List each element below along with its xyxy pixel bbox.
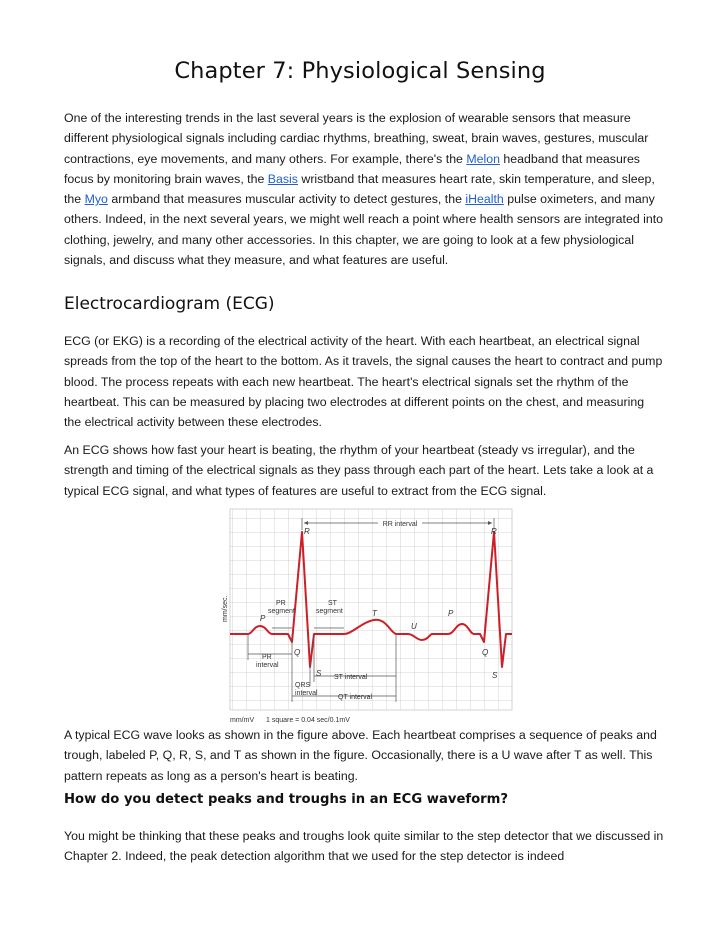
intro-text-5: pulse oximeters, and many others. Indeed, in the next several years, we might well reach a point where health sensors are integrated into clothing, jewelry, and many other accessories. In this chapter, we are going to look at a few physiological signals, and discuss what they measure, and what features are useful. xyxy=(64,192,664,268)
basis-link[interactable]: Basis xyxy=(267,171,298,186)
pr-segment-label-2: segment xyxy=(268,608,295,615)
pr-interval-label: PR xyxy=(262,654,272,661)
st-segment-label: ST xyxy=(328,600,337,607)
melon-link[interactable]: Melon xyxy=(466,151,500,166)
u-wave-label: U xyxy=(411,622,417,631)
q-wave-label-2: Q xyxy=(482,648,489,657)
qrs-interval-label-2: interval xyxy=(295,690,318,697)
chapter-title: Chapter 7: Physiological Sensing xyxy=(174,58,546,84)
intro-text-2: headband that measures focus by monitoring brain waves, the xyxy=(64,151,640,186)
pr-interval-label-2: interval xyxy=(256,662,279,669)
ecg-paragraph-1: ECG (or EKG) is a recording of the electrical activity of the heart. With each heartbeat, an electrical signal spreads from the top of the heart to the bottom. As it travels, the signal causes the heart to contract and pump blood. The process repeats with each new heartbeat. The heart's electrical signals set the rhythm of the heartbeat. This can be measured by placing two electrodes at different points on the chest, and measuring the electrical activity between these electrodes. xyxy=(64,334,663,430)
intro-text-3: wristband that measures heart rate, skin temperature, and sleep, the xyxy=(64,171,655,207)
qrs-interval-label: QRS xyxy=(295,682,311,689)
intro-text-4: armband that measures muscular activity to detect gestures, the xyxy=(107,192,466,207)
ihealth-link[interactable]: iHealth xyxy=(465,192,504,207)
s-wave-label-1: S xyxy=(316,669,322,678)
subsection-paragraph: You might be thinking that these peaks and troughs look quite similar to the step detector that we discussed in Chapter 2. Indeed, the peak detection algorithm that we used for the step detector is indeed xyxy=(64,829,664,864)
myo-link[interactable]: Myo xyxy=(84,192,108,207)
r-label-2: R xyxy=(491,527,497,536)
intro-text-1: One of the interesting trends in the last several years is the explosion of wearable sensors that measure different physiological signals including cardiac rhythms, breathing, sweat, brain waves, gestures, muscular contractions, eye movements, and many others. For example, there's the xyxy=(64,111,649,166)
figure-caption-paragraph: A typical ECG wave looks as shown in the figure above. Each heartbeat comprises a sequence of peaks and trough, labeled P, Q, R, S, and T as shown in the figure. Occasionally, there is a U wave after T as well. This pattern repeats as long as a person's heart is beating. xyxy=(64,728,657,783)
s-wave-label-2: S xyxy=(492,671,498,680)
figure-footer-scale: 1 square = 0.04 sec/0.1mV xyxy=(266,717,350,724)
figure-footer-units: mm/mV xyxy=(230,717,255,724)
intro-paragraph xyxy=(64,108,664,270)
p-wave-label-1: P xyxy=(260,614,266,623)
ecg-figure xyxy=(218,504,518,726)
pr-segment-label: PR xyxy=(276,600,286,607)
p-wave-label-2: P xyxy=(448,609,454,618)
y-axis-label: mm/sec. xyxy=(222,595,229,622)
qt-interval-label: QT interval xyxy=(338,694,373,701)
t-wave-label: T xyxy=(372,609,377,618)
ecg-section-heading: Electrocardiogram (ECG) xyxy=(64,294,275,314)
rr-interval-label: RR interval xyxy=(382,521,418,528)
ecg-paragraph-2: An ECG shows how fast your heart is beating, the rhythm of your heartbeat (steady vs irregular), and the strength and timing of the electrical signals as they pass through each part of the heart. Lets take a look at a typical ECG signal, and what types of features are useful to extract from the ECG signal. xyxy=(64,443,654,498)
st-interval-label: ST interval xyxy=(334,674,368,681)
q-wave-label-1: Q xyxy=(294,648,301,657)
subsection-heading: How do you detect peaks and troughs in an ECG waveform? xyxy=(64,792,509,807)
r-label-1: R xyxy=(304,527,310,536)
st-segment-label-2: segment xyxy=(316,608,343,615)
